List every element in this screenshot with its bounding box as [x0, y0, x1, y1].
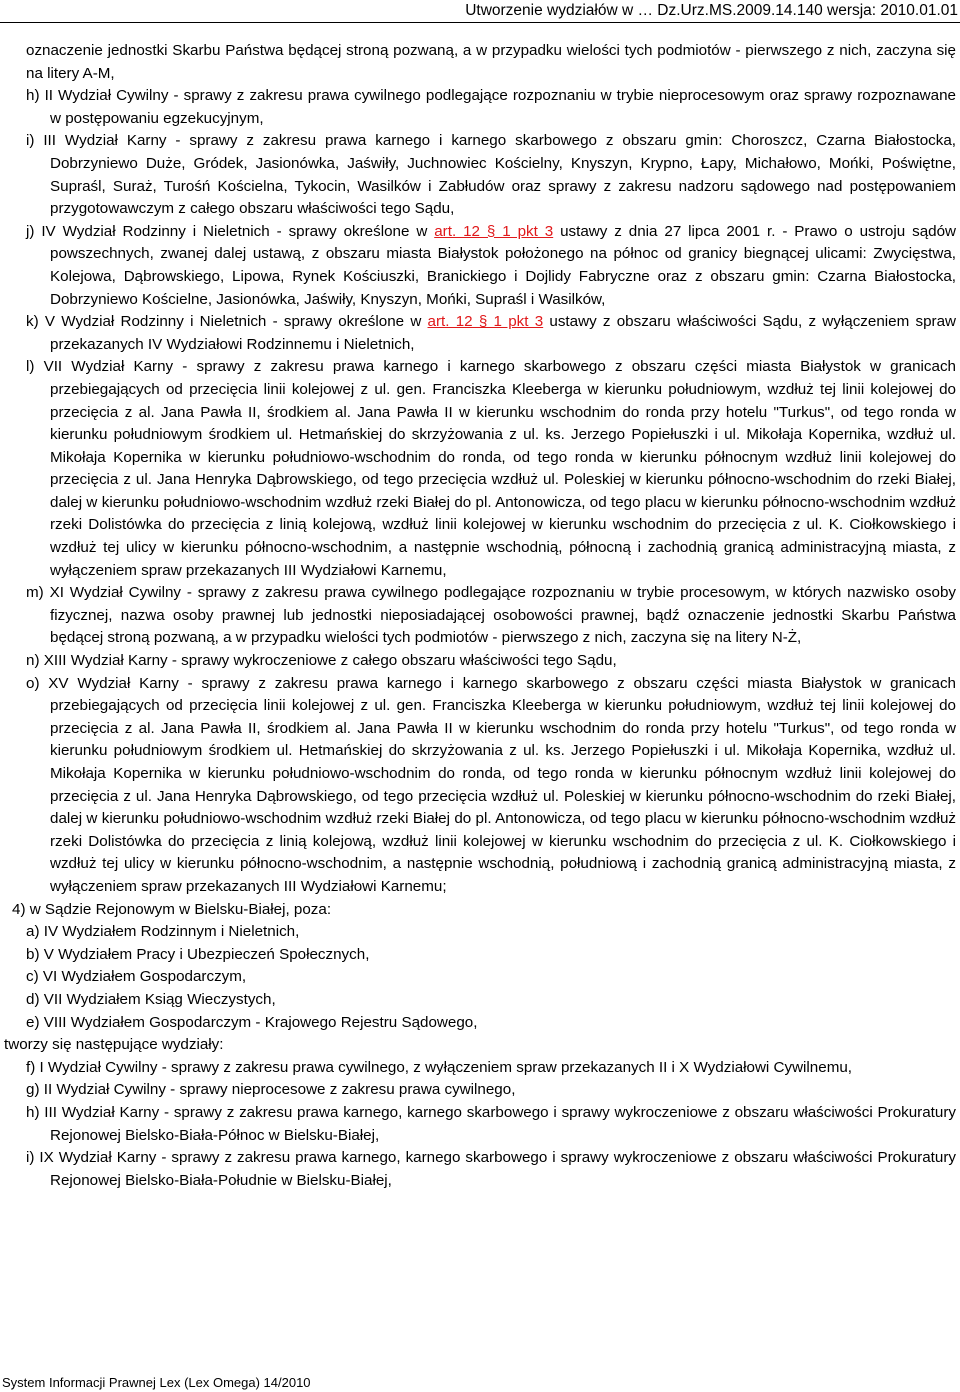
- sub-item-g: g) II Wydział Cywilny - sprawy nieprocesowe z zakresu prawa cywilnego,: [26, 1081, 516, 1099]
- sub-item-b: b) V Wydziałem Pracy i Ubezpieczeń Społecznych,: [26, 945, 370, 963]
- document-body: [4, 40, 956, 1192]
- sub-item-f: f) I Wydział Cywilny - sprawy z zakresu prawa cywilnego, z wyłączeniem spraw przekazanych II i X Wydziałowi Cywilnemu,: [26, 1058, 853, 1076]
- list-item-j: [4, 221, 956, 311]
- sub-item-i: i) IX Wydział Karny - sprawy z zakresu prawa karnego, karnego skarbowego i sprawy wykroczeniowe z obszaru właściwości Prokuratury Rejonowej Bielsko-Biała-Południe w Bielsku-Białej,: [26, 1149, 956, 1189]
- lead-in-text: tworzy się następujące wydziały:: [4, 1036, 224, 1054]
- legal-reference-link[interactable]: art. 12 § 1 pkt 3: [434, 222, 554, 240]
- list-item-l: l) VII Wydział Karny - sprawy z zakresu prawa karnego i karnego skarbowego z obszaru części miasta Białystok w granicach przebiegających od przecięcia linii kolejowej z ul. gen. Franciszka Kleeberga w kierunku południowym, wzdłuż tej linii kolejowej do przecięcia z al. Jana Pawła II, środkiem al. Jana Pawła II w kierunku wschodnim do ronda przy hotelu "Turkus", od tego ronda w kierunku południowym środkiem ul. Hetmańskiej do skrzyżowania z ul. ks. Jerzego Popiełuszki i ul. Mikołaja Kopernika, wzdłuż ul. Mikołaja Kopernika w kierunku południowo-wschodnim do ronda, od tego ronda w kierunku północnym wzdłuż linii kolejowej do przecięcia z ul. Jana Henryka Dąbrowskiego, od tego przecięcia wzdłuż ul. Poleskiej w kierunku północno-wschodnim do rzeki Białej, dalej w kierunku południowo-wschodnim wzdłuż rzeki Białej do pl. Antonowicza, od tego placu w kierunku północno-wschodnim wzdłuż rzeki Dolistówka do przecięcia z linią kolejową, wzdłuż linii kolejowej w kierunku wschodnim do przecięcia z ul. K. Ciołkowskiego i wzdłuż tej ulicy w kierunku północno-wschodnim, a następnie wschodnią, północną i zachodnią granicą administracyjną miasta, z wyłączeniem spraw przekazanych III Wydziałowi Karnemu,: [26, 358, 956, 579]
- numbered-item-4: 4) w Sądzie Rejonowym w Bielsku-Białej, poza:: [12, 900, 332, 918]
- list-item-o: o) XV Wydział Karny - sprawy z zakresu prawa karnego i karnego skarbowego z obszaru części miasta Białystok w granicach przebiegających od przecięcia linii kolejowej z ul. gen. Franciszka Kleeberga w kierunku południowym, wzdłuż tej linii kolejowej do przecięcia z al. Jana Pawła II, środkiem al. Jana Pawła II w kierunku wschodnim do ronda przy hotelu "Turkus", od tego ronda w kierunku południowym środkiem ul. Hetmańskiej do skrzyżowania z ul. ks. Jerzego Popiełuszki i ul. Mikołaja Kopernika, wzdłuż ul. Mikołaja Kopernika w kierunku południowo-wschodnim do ronda, od tego ronda w kierunku północnym wzdłuż linii kolejowej do przecięcia z ul. Jana Henryka Dąbrowskiego, od tego przecięcia wzdłuż ul. Poleskiej w kierunku północno-wschodnim do rzeki Białej, dalej w kierunku południowo-wschodnim wzdłuż rzeki Białej do pl. Antonowicza, od tego placu w kierunku północno-wschodnim wzdłuż rzeki Dolistówka do przecięcia z linią kolejową, wzdłuż linii kolejowej w kierunku wschodnim do przecięcia z ul. K. Ciołkowskiego i wzdłuż tej ulicy w kierunku północno-wschodnim, a następnie wschodnią, południową i zachodnią granicą administracyjną miasta, z wyłączeniem spraw przekazanych III Wydziałowi Karnemu;: [26, 674, 956, 895]
- paragraph-continuation: oznaczenie jednostki Skarbu Państwa będącej stroną pozwaną, a w przypadku wielości tych podmiotów - pierwszego z nich, zaczyna się na litery A-M,: [26, 42, 956, 82]
- list-item-k: [4, 311, 956, 356]
- sub-item-e: e) VIII Wydziałem Gospodarczym - Krajowego Rejestru Sądowego,: [26, 1013, 478, 1031]
- document-title: Utworzenie wydziałów w … Dz.Urz.MS.2009.14.140 wersja: 2010.01.01: [465, 2, 958, 19]
- list-item-m: m) XI Wydział Cywilny - sprawy z zakresu prawa cywilnego podlegające rozpoznaniu w trybie procesowym, w których nazwisko osoby fizycznej, nazwa osoby prawnej lub jednostki nieposiadającej osobowości prawnej, bądź oznaczenie jednostki Skarbu Państwa będącej stroną pozwaną, a w przypadku wielości tych podmiotów - pierwszego z nich, zaczyna się na litery N-Ż,: [26, 584, 956, 647]
- list-item-k-text: k) V Wydział Rodzinny i Nieletnich - sprawy określone w: [26, 313, 428, 331]
- sub-item-a: a) IV Wydziałem Rodzinnym i Nieletnich,: [26, 923, 300, 941]
- legal-reference-link[interactable]: art. 12 § 1 pkt 3: [427, 313, 544, 331]
- page-header: [0, 0, 960, 23]
- page-footer: System Informacji Prawnej Lex (Lex Omega) 14/2010: [2, 1375, 311, 1390]
- list-item-i: i) III Wydział Karny - sprawy z zakresu prawa karnego i karnego skarbowego z obszaru gmin: Choroszcz, Czarna Białostocka, Dobrzyniewo Duże, Gródek, Jasionówka, Jaświły, Juchnowiec Kościelny, Knyszyn, Krypno, Łapy, Michałowo, Mońki, Poświętne, Supraśl, Suraż, Turośń Kościelna, Tykocin, Wasilków i Zabłudów oraz sprawy z zakresu nadzoru sądowego nad postępowaniem przygotowawczym z całego obszaru właściwości tego Sądu,: [26, 132, 956, 218]
- list-item-k-text-cont: ustawy z obszaru właściwości Sądu, z wyłączeniem spraw przekazanych IV Wydziałowi Rodzinnemu i Nieletnich,: [50, 313, 956, 353]
- sub-item-c: c) VI Wydziałem Gospodarczym,: [26, 968, 247, 986]
- sub-item-h: h) III Wydział Karny - sprawy z zakresu prawa karnego, karnego skarbowego i sprawy wykroczeniowe z obszaru właściwości Prokuratury Rejonowej Bielsko-Biała-Północ w Bielsku-Białej,: [26, 1103, 956, 1144]
- sub-item-d: d) VII Wydziałem Ksiąg Wieczystych,: [26, 990, 276, 1008]
- list-item-j-text-cont: ustawy z dnia 27 lipca 2001 r. - Prawo o ustroju sądów powszechnych, zwanej dalej ustawą, z obszaru miasta Białystok położonego na północ od granicy biegnącej ulicami: Zwycięstwa, Kolejowa, Dąbrowskiego, Lipowa, Rynek Kościuszki, Branickiego i Dojlidy Fabryczne oraz z obszaru gmin: Czarna Białostocka, Dobrzyniewo Kościelne, Jasionówka, Jaświły, Knyszyn, Mońki, Supraśl i Wasilków,: [50, 222, 956, 308]
- list-item-j-text: j) IV Wydział Rodzinny i Nieletnich - sprawy określone w: [26, 222, 435, 240]
- list-item-n: n) XIII Wydział Karny - sprawy wykroczeniowe z całego obszaru właściwości tego Sądu,: [26, 652, 617, 670]
- list-item-h: h) II Wydział Cywilny - sprawy z zakresu prawa cywilnego podlegające rozpoznaniu w trybie nieprocesowym oraz sprawy rozpoznawane w postępowaniu egzekucyjnym,: [26, 87, 956, 127]
